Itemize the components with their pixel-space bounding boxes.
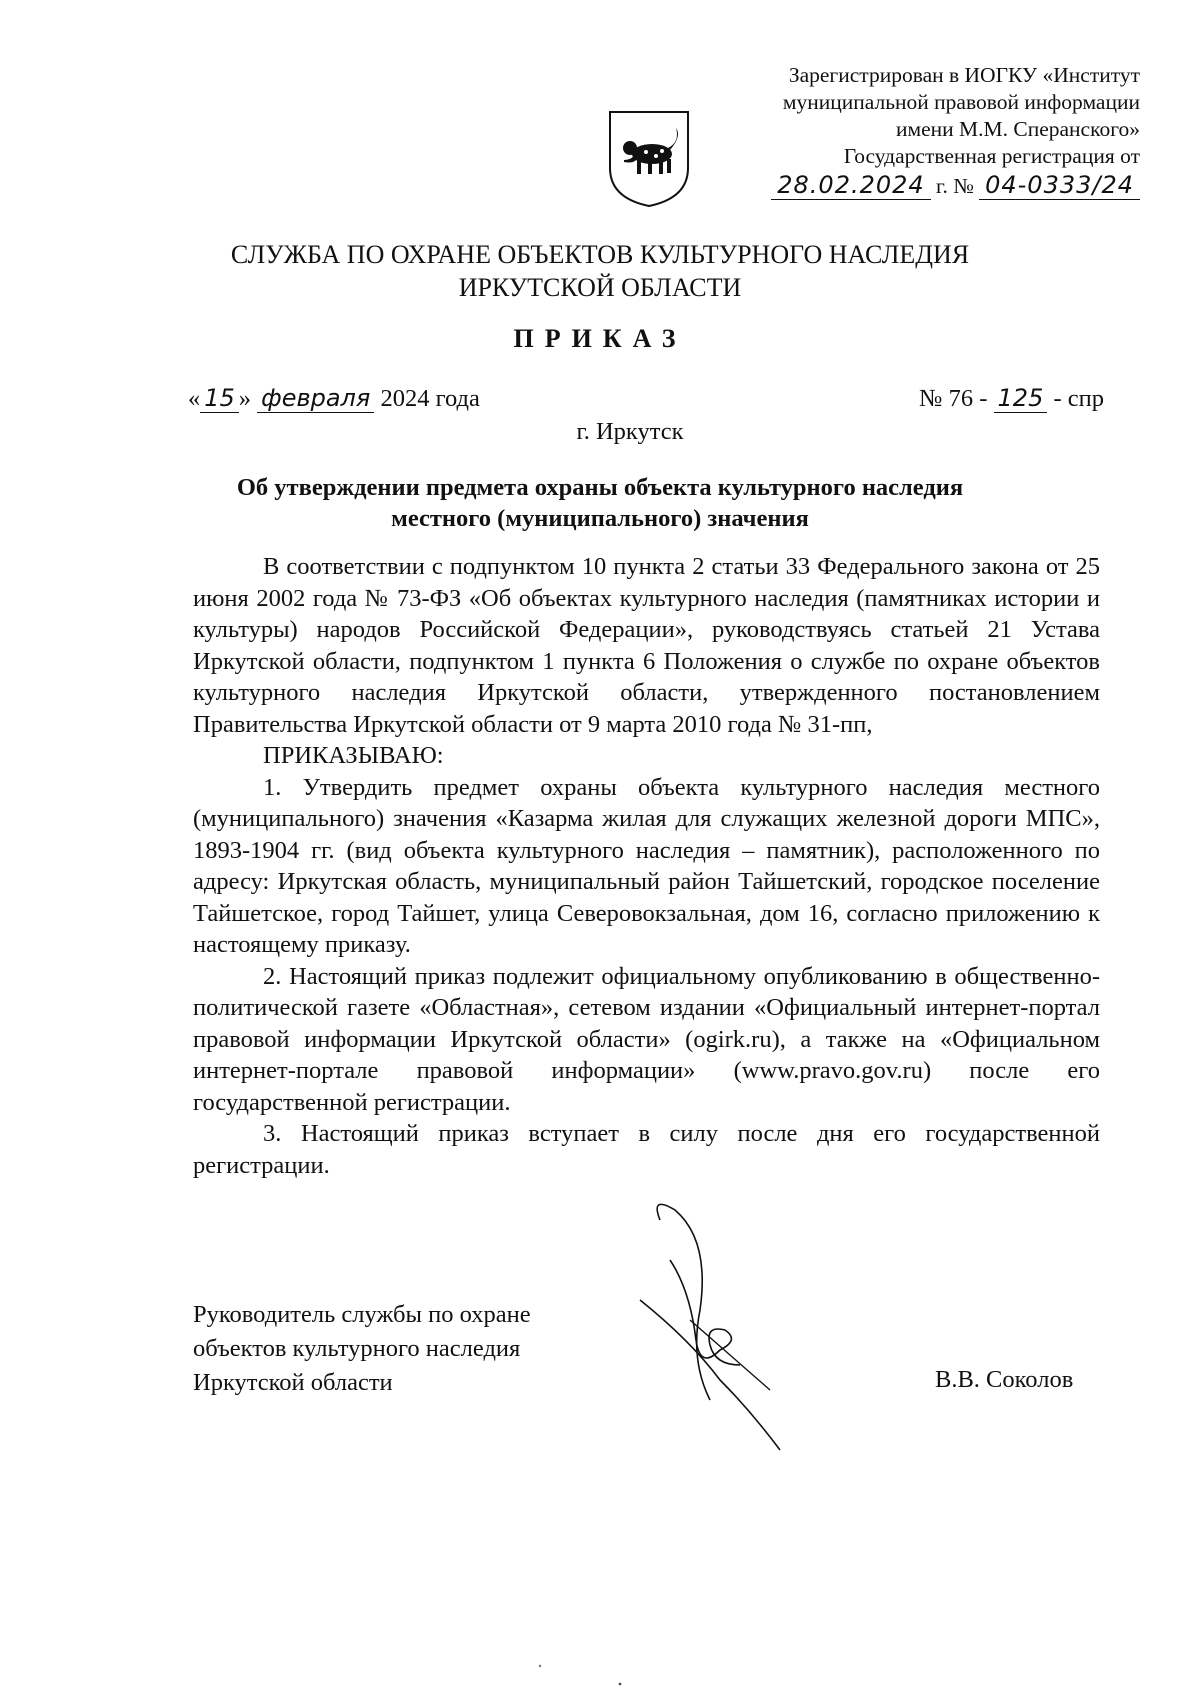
registration-stamp xyxy=(740,62,1140,200)
order-number-value: 125 xyxy=(994,384,1048,413)
handwritten-signature xyxy=(630,1200,850,1460)
date-year: 2024 года xyxy=(380,385,480,412)
order-number-prefix: № 76 - xyxy=(919,385,988,412)
registration-line: муниципальной правовой информации xyxy=(782,90,1140,114)
position-line: Руководитель службы по охране xyxy=(193,1301,531,1328)
agency-line: СЛУЖБА ПО ОХРАНЕ ОБЪЕКТОВ КУЛЬТУРНОГО НАСЛЕДИЯ xyxy=(230,240,970,269)
order-number xyxy=(919,384,1104,413)
registration-number: 04-0333/24 xyxy=(979,172,1140,200)
agency-line: ИРКУТСКОЙ ОБЛАСТИ xyxy=(458,273,742,302)
order-number-suffix: - спр xyxy=(1053,385,1104,412)
order-item-2: 2. Настоящий приказ подлежит официальному опубликованию в общественно-политической газете «Областная», сетевом издании «Официальный интернет-портал правовой информации Иркутской области» (ogirk.ru), а также на «Официальном интернет-портале правовой информации» (www.pravo.gov.ru) после его государственной регистрации. xyxy=(193,962,1100,1116)
agency-name xyxy=(0,238,1200,304)
registration-line: Государственная регистрация от xyxy=(843,144,1140,168)
coat-of-arms-icon xyxy=(604,106,694,210)
preamble-paragraph: В соответствии с подпунктом 10 пункта 2 статьи 33 Федерального закона от 25 июня 2002 года № 73-ФЗ «Об объектах культурного наследия (памятниках истории и культуры) народов Российской Федерации», руководствуясь статьей 21 Устава Иркутской области, подпунктом 1 пункта 6 Положения о службе по охране объектов культурного наследия Иркутской области, утвержденного постановлением Правительства Иркутской области от 9 марта 2010 года № 31-пп, xyxy=(193,553,1100,738)
title-line: Об утверждении предмета охраны объекта культурного наследия xyxy=(236,474,964,501)
order-word: ПРИКАЗЫВАЮ: xyxy=(263,742,444,769)
signatory-position xyxy=(193,1298,531,1400)
date-month: февраля xyxy=(257,384,374,413)
registration-line: Зарегистрирован в ИОГКУ «Институт xyxy=(788,63,1140,87)
date-open-quote: « xyxy=(188,385,201,412)
order-item-3: 3. Настоящий приказ вступает в силу после дня его государственной регистрации. xyxy=(193,1120,1100,1179)
registration-line: имени М.М. Сперанского» xyxy=(895,117,1140,141)
city: г. Иркутск xyxy=(576,418,684,445)
signatory-name: В.В. Соколов xyxy=(935,1366,1074,1393)
order-date xyxy=(188,384,480,413)
registration-date: 28.02.2024 xyxy=(771,172,930,200)
document-body xyxy=(193,551,1100,1181)
registration-number-line xyxy=(740,172,1140,200)
order-item-1: 1. Утвердить предмет охраны объекта культурного наследия местного (муниципального) значения «Казарма жилая для служащих железной дороги МПС», 1893-1904 гг. (вид объекта культурного наследия – памятник), расположенного по адресу: Иркутская область, муниципальный район Тайшетский, городское поселение Тайшетское, город Тайшет, улица Северовокзальная, дом 16, согласно приложению к настоящему приказу. xyxy=(193,773,1100,958)
title-line: местного (муниципального) значения xyxy=(391,505,809,532)
position-line: объектов культурного наследия xyxy=(193,1335,521,1362)
date-close-quote: » xyxy=(238,385,252,412)
position-line: Иркутской области xyxy=(193,1369,393,1396)
registration-year-suffix: г. № xyxy=(936,174,974,198)
document-type: ПРИКАЗ xyxy=(513,324,687,353)
scan-specks xyxy=(530,1660,670,1690)
document-title xyxy=(150,472,1050,534)
date-day: 15 xyxy=(200,384,239,413)
